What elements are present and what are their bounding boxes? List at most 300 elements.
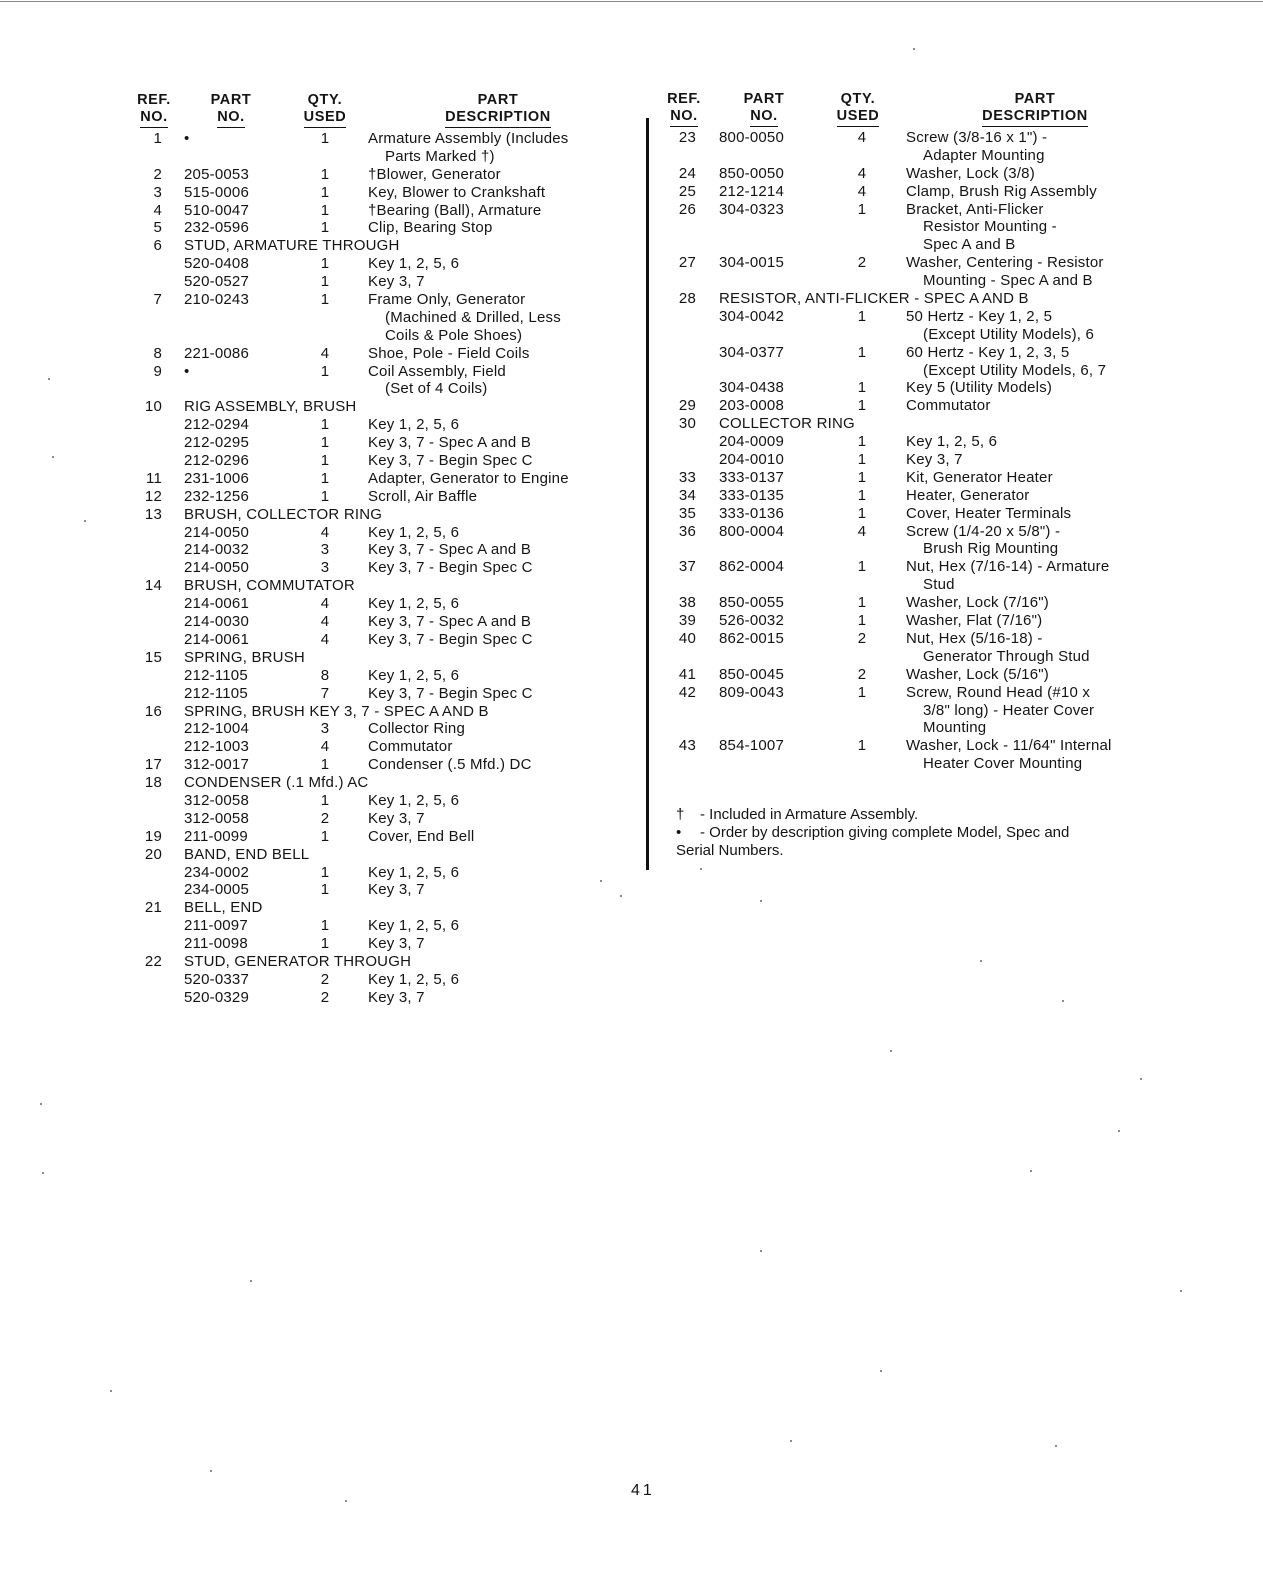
table-row (662, 451, 1202, 469)
part-no: 211-0098 (184, 935, 248, 953)
part-description: †Bearing (Ball), Armature (368, 201, 542, 219)
part-no: 520-0527 (184, 273, 249, 291)
qty-used: 7 (320, 684, 330, 702)
table-header-left (130, 92, 640, 130)
ref-no: 34 (678, 486, 696, 504)
part-no: 231-1006 (184, 469, 249, 487)
part-description: Washer, Lock - 11/64" Internal (906, 737, 1112, 755)
qty-used: 2 (320, 970, 330, 988)
ref-no: 11 (146, 469, 162, 487)
scan-speck (600, 880, 602, 882)
ref-no: 17 (144, 756, 162, 774)
continuation-row (662, 719, 1202, 737)
qty-used: 1 (320, 291, 330, 309)
scan-speck (880, 1370, 882, 1372)
part-no: 221-0086 (184, 344, 249, 362)
table-row (130, 595, 640, 613)
section-heading: COLLECTOR RING (719, 415, 855, 433)
scan-speck (250, 1280, 252, 1282)
continuation-row (662, 540, 1202, 558)
part-description: Washer, Lock (5/16") (906, 665, 1049, 683)
part-no: 304-0438 (719, 379, 784, 397)
part-description: Key 3, 7 (368, 935, 425, 953)
qty-used: 4 (320, 613, 330, 631)
ref-no: 36 (678, 522, 696, 540)
qty-used: 1 (857, 343, 867, 361)
part-no: 312-0017 (184, 756, 249, 774)
part-description: Scroll, Air Baffle (368, 487, 478, 505)
part-description: Spec A and B (923, 236, 1016, 254)
table-row (662, 684, 1202, 702)
part-description: (Machined & Drilled, Less (385, 308, 561, 326)
section-row (662, 290, 1202, 308)
scan-speck (790, 1440, 792, 1442)
part-description: Washer, Lock (3/8) (906, 164, 1035, 182)
ref-no: 10 (144, 398, 162, 416)
table-header-right (662, 91, 1202, 129)
scan-speck (1180, 1290, 1182, 1292)
qty-used: 1 (320, 416, 330, 434)
part-description: Adapter, Generator to Engine (368, 469, 569, 487)
ref-no: 21 (144, 899, 162, 917)
footnote-dagger (676, 806, 1069, 824)
qty-used: 2 (857, 629, 867, 647)
ref-no: 35 (678, 504, 696, 522)
section-heading: CONDENSER (.1 Mfd.) AC (184, 774, 369, 792)
part-description: Parts Marked †) (385, 147, 495, 165)
scan-speck (980, 960, 982, 962)
table-row (130, 756, 640, 774)
qty-used: 2 (857, 254, 867, 272)
ref-no: 4 (153, 201, 162, 219)
part-description: Key 3, 7 - Begin Spec C (368, 630, 533, 648)
ref-no: 42 (678, 683, 696, 701)
part-no: 854-1007 (719, 737, 784, 755)
table-row (130, 541, 640, 559)
ref-no: 3 (153, 183, 162, 201)
section-heading: RIG ASSEMBLY, BRUSH (184, 398, 357, 416)
section-row (130, 774, 640, 792)
table-row (130, 416, 640, 434)
part-description: Shoe, Pole - Field Coils (368, 344, 530, 362)
header-qty-used: QTY. USED (297, 92, 353, 128)
part-no: 214-0030 (184, 613, 249, 631)
part-description: Kit, Generator Heater (906, 468, 1053, 486)
qty-used: 1 (857, 504, 867, 522)
part-description: Mounting - Spec A and B (923, 272, 1093, 290)
part-no: 214-0061 (184, 595, 249, 613)
scan-speck (210, 1470, 212, 1472)
scan-speck (913, 48, 915, 50)
part-description: Key 1, 2, 5, 6 (368, 255, 460, 273)
part-no: 304-0015 (719, 254, 784, 272)
scan-speck (890, 1050, 892, 1052)
part-description: Key 3, 7 - Begin Spec C (368, 452, 533, 470)
qty-used: 1 (320, 434, 330, 452)
qty-used: 1 (320, 183, 330, 201)
table-row (130, 792, 640, 810)
table-row (662, 183, 1202, 201)
footnote-bullet (676, 824, 1069, 842)
footnotes (676, 806, 1069, 860)
left-rows (130, 130, 640, 1007)
part-no: 214-0050 (184, 523, 249, 541)
footnote-continuation: Serial Numbers. (676, 841, 784, 859)
part-no: 232-0596 (184, 219, 249, 237)
table-row (130, 434, 640, 452)
part-description: Collector Ring (368, 720, 466, 738)
part-description: Key 3, 7 - Begin Spec C (368, 559, 533, 577)
part-description: (Except Utility Models), 6 (923, 325, 1095, 343)
qty-used: 4 (320, 523, 330, 541)
parts-table-right (662, 91, 1202, 773)
part-no: 520-0408 (184, 255, 249, 273)
table-row (130, 828, 640, 846)
part-no: 312-0058 (184, 791, 249, 809)
part-description: Key 3, 7 (906, 451, 963, 469)
qty-used: 1 (320, 756, 330, 774)
table-row (130, 219, 640, 237)
part-no: 211-0099 (184, 827, 248, 845)
part-description: Adapter Mounting (923, 146, 1045, 164)
table-row (130, 989, 640, 1007)
part-no: 333-0135 (719, 486, 784, 504)
section-row (130, 649, 640, 667)
qty-used: 4 (320, 595, 330, 613)
qty-used: 4 (320, 630, 330, 648)
section-row (130, 703, 640, 721)
ref-no: 26 (678, 200, 696, 218)
ref-no: 16 (144, 702, 162, 720)
table-row (662, 505, 1202, 523)
part-description: Commutator (906, 397, 991, 415)
part-no: 333-0136 (719, 504, 784, 522)
section-heading: BRUSH, COLLECTOR RING (184, 505, 383, 523)
section-row (130, 953, 640, 971)
part-description: Brush Rig Mounting (923, 540, 1059, 558)
part-no: 212-1214 (719, 182, 784, 200)
ref-no: 15 (144, 648, 162, 666)
part-no: 850-0050 (719, 164, 784, 182)
table-row (130, 559, 640, 577)
part-description: Washer, Flat (7/16") (906, 612, 1043, 630)
part-no: 520-0329 (184, 988, 249, 1006)
qty-used: 1 (320, 827, 330, 845)
ref-no: 40 (678, 629, 696, 647)
part-description: †Blower, Generator (368, 165, 501, 183)
part-no: 515-0006 (184, 183, 249, 201)
part-no: • (184, 130, 190, 147)
part-description: Coil Assembly, Field (368, 362, 506, 380)
qty-used: 3 (320, 541, 330, 559)
qty-used: 1 (320, 791, 330, 809)
scan-speck (345, 1500, 347, 1502)
section-row (130, 846, 640, 864)
scan-speck (620, 895, 622, 897)
part-description: Key 3, 7 - Begin Spec C (368, 684, 533, 702)
section-row (662, 415, 1202, 433)
section-heading: RESISTOR, ANTI-FLICKER - SPEC A AND B (719, 290, 1029, 308)
ref-no: 14 (144, 577, 162, 595)
part-no: 212-0295 (184, 434, 249, 452)
qty-used: 1 (857, 558, 867, 576)
part-no: 234-0005 (184, 881, 249, 899)
part-description: Key 1, 2, 5, 6 (368, 970, 460, 988)
ref-no: 37 (678, 558, 696, 576)
continuation-row (662, 648, 1202, 666)
ref-no: 29 (678, 397, 696, 415)
ref-no: 12 (144, 487, 162, 505)
scan-speck (84, 520, 86, 522)
table-row (662, 558, 1202, 576)
continuation-row (130, 148, 640, 166)
header-part-description: PART DESCRIPTION (965, 91, 1105, 127)
part-no: 212-0294 (184, 416, 249, 434)
qty-used: 3 (320, 559, 330, 577)
ref-no: 27 (678, 254, 696, 272)
part-no: 204-0010 (719, 451, 784, 469)
section-heading: BELL, END (184, 899, 263, 917)
part-description: Condenser (.5 Mfd.) DC (368, 756, 532, 774)
part-description: Screw, Round Head (#10 x (906, 683, 1091, 701)
part-description: Commutator (368, 738, 453, 756)
part-no: 333-0137 (719, 468, 784, 486)
part-description: Screw (3/8-16 x 1") - (906, 129, 1048, 146)
qty-used: 1 (320, 469, 330, 487)
header-ref-no: REF. NO. (662, 91, 706, 127)
ref-no: 43 (678, 737, 696, 755)
part-no: 312-0058 (184, 809, 249, 827)
qty-used: 3 (320, 720, 330, 738)
ref-no: 39 (678, 612, 696, 630)
part-no: 520-0337 (184, 970, 249, 988)
table-row (662, 165, 1202, 183)
part-no: 304-0323 (719, 200, 784, 218)
continuation-row (130, 380, 640, 398)
continuation-row (662, 272, 1202, 290)
table-row (130, 130, 640, 148)
ref-no: 33 (678, 468, 696, 486)
qty-used: 1 (857, 594, 867, 612)
part-description: Washer, Centering - Resistor (906, 254, 1104, 272)
part-no: 203-0008 (719, 397, 784, 415)
qty-used: 4 (857, 164, 867, 182)
table-row (662, 630, 1202, 648)
table-row (662, 487, 1202, 505)
table-row (130, 524, 640, 542)
section-row (130, 398, 640, 416)
table-row (130, 685, 640, 703)
ref-no: 2 (153, 165, 162, 183)
header-part-no: PART NO. (729, 91, 799, 127)
qty-used: 4 (857, 182, 867, 200)
table-row (130, 810, 640, 828)
qty-used: 1 (857, 683, 867, 701)
table-row (662, 469, 1202, 487)
table-row (130, 345, 640, 363)
table-row (130, 363, 640, 381)
part-no: 212-1003 (184, 738, 249, 756)
table-row (662, 254, 1202, 272)
qty-used: 4 (320, 738, 330, 756)
table-row (130, 470, 640, 488)
part-description: Key 3, 7 (368, 988, 425, 1006)
table-row (130, 166, 640, 184)
scan-speck (110, 1390, 112, 1392)
table-row (130, 738, 640, 756)
qty-used: 1 (320, 219, 330, 237)
qty-used: 1 (320, 935, 330, 953)
part-description: Heater, Generator (906, 486, 1030, 504)
qty-used: 1 (857, 737, 867, 755)
part-description: 3/8" long) - Heater Cover (923, 701, 1095, 719)
qty-used: 1 (320, 881, 330, 899)
qty-used: 1 (320, 130, 330, 147)
part-description: Screw (1/4-20 x 5/8") - (906, 522, 1061, 540)
scan-speck (52, 456, 54, 458)
table-row (130, 720, 640, 738)
table-row (130, 255, 640, 273)
table-row (130, 184, 640, 202)
table-row (662, 612, 1202, 630)
part-no: 862-0004 (719, 558, 784, 576)
part-description: Cover, End Bell (368, 827, 475, 845)
qty-used: 1 (857, 200, 867, 218)
qty-used: 2 (320, 809, 330, 827)
ref-no: 8 (153, 344, 162, 362)
footnote-text: - Included in Armature Assembly. (700, 806, 919, 823)
qty-used: 1 (320, 362, 330, 380)
part-description: Key 3, 7 - Spec A and B (368, 541, 532, 559)
ref-no: 22 (144, 952, 162, 970)
section-heading: SPRING, BRUSH (184, 648, 305, 666)
qty-used: 1 (320, 452, 330, 470)
qty-used: 8 (320, 666, 330, 684)
table-row (662, 523, 1202, 541)
continuation-row (662, 236, 1202, 254)
part-no: 210-0243 (184, 291, 249, 309)
table-row (130, 273, 640, 291)
page-number: 41 (631, 1482, 655, 1499)
table-row (662, 379, 1202, 397)
right-rows (662, 129, 1202, 773)
part-description: Heater Cover Mounting (923, 755, 1083, 773)
ref-no: 18 (144, 774, 162, 792)
header-part-no: PART NO. (196, 92, 266, 128)
part-description: Frame Only, Generator (368, 291, 526, 309)
qty-used: 1 (320, 917, 330, 935)
part-no: 232-1256 (184, 487, 249, 505)
part-no: • (184, 362, 190, 380)
qty-used: 1 (320, 273, 330, 291)
scan-speck (760, 1250, 762, 1252)
table-row (130, 202, 640, 220)
qty-used: 1 (320, 487, 330, 505)
scan-speck (40, 1103, 42, 1105)
part-no: 809-0043 (719, 683, 784, 701)
part-description: Key 3, 7 (368, 273, 425, 291)
section-row (130, 237, 640, 255)
part-description: Cover, Heater Terminals (906, 504, 1072, 522)
scan-speck (1055, 1445, 1057, 1447)
table-row (130, 631, 640, 649)
scan-speck (1062, 1000, 1064, 1002)
part-no: 526-0032 (719, 612, 784, 630)
qty-used: 4 (857, 129, 867, 146)
part-no: 304-0042 (719, 307, 784, 325)
qty-used: 1 (320, 165, 330, 183)
qty-used: 1 (857, 468, 867, 486)
part-no: 862-0015 (719, 629, 784, 647)
scan-top-edge (0, 1, 1263, 2)
header-ref-no: REF. NO. (130, 92, 178, 128)
footnote-symbol: • (676, 823, 682, 841)
section-heading: SPRING, BRUSH KEY 3, 7 - SPEC A AND B (184, 702, 489, 720)
part-no: 304-0377 (719, 343, 784, 361)
table-row (662, 344, 1202, 362)
part-description: Key 3, 7 (368, 809, 425, 827)
section-heading: BAND, END BELL (184, 845, 310, 863)
scan-speck (48, 378, 50, 380)
qty-used: 2 (857, 665, 867, 683)
part-description: 50 Hertz - Key 1, 2, 5 (906, 307, 1053, 325)
part-no: 234-0002 (184, 863, 249, 881)
qty-used: 1 (320, 255, 330, 273)
scan-speck (1030, 1170, 1032, 1172)
continuation-row (662, 326, 1202, 344)
part-no: 212-1004 (184, 720, 249, 738)
part-description: (Set of 4 Coils) (385, 380, 488, 398)
part-description: (Except Utility Models, 6, 7 (923, 361, 1107, 379)
table-row (662, 129, 1202, 147)
ref-no: 24 (678, 164, 696, 182)
scan-speck (1140, 1078, 1142, 1080)
section-heading: STUD, GENERATOR THROUGH (184, 952, 412, 970)
part-no: 214-0032 (184, 541, 249, 559)
part-description: Key 1, 2, 5, 6 (368, 666, 460, 684)
qty-used: 1 (857, 307, 867, 325)
continuation-row (130, 327, 640, 345)
part-no: 212-1105 (184, 666, 248, 684)
qty-used: 1 (857, 433, 867, 451)
table-row (130, 971, 640, 989)
ref-no: 20 (144, 845, 162, 863)
part-description: Bracket, Anti-Flicker (906, 200, 1044, 218)
part-no: 204-0009 (719, 433, 784, 451)
ref-no: 1 (153, 130, 162, 147)
qty-used: 1 (857, 612, 867, 630)
part-no: 800-0050 (719, 129, 784, 146)
part-description: Clamp, Brush Rig Assembly (906, 182, 1097, 200)
section-heading: STUD, ARMATURE THROUGH (184, 237, 400, 255)
ref-no: 30 (678, 415, 696, 433)
scan-speck (760, 900, 762, 902)
part-description: Key 1, 2, 5, 6 (368, 523, 460, 541)
part-no: 214-0050 (184, 559, 249, 577)
table-row (662, 594, 1202, 612)
part-no: 850-0045 (719, 665, 784, 683)
table-row (662, 201, 1202, 219)
qty-used: 1 (857, 451, 867, 469)
table-row (130, 452, 640, 470)
part-no: 850-0055 (719, 594, 784, 612)
ref-no: 38 (678, 594, 696, 612)
table-row (130, 488, 640, 506)
section-row (130, 899, 640, 917)
scan-speck (700, 868, 702, 870)
section-row (130, 577, 640, 595)
continuation-row (130, 309, 640, 327)
